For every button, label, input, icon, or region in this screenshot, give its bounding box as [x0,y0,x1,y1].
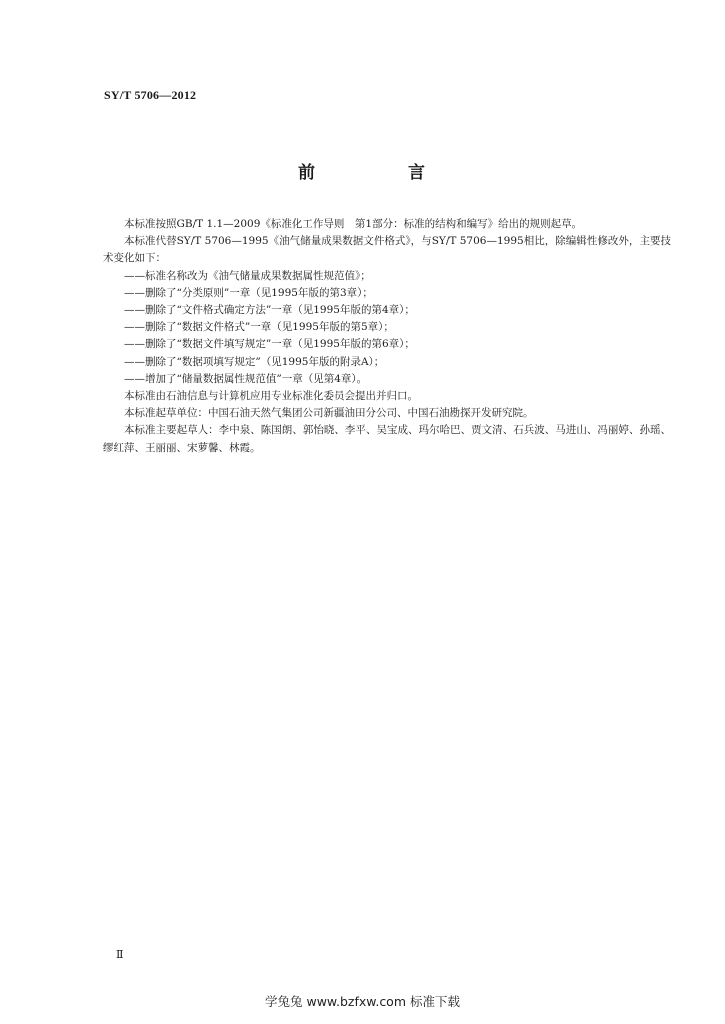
change-item: ——标准名称改为《油气储量成果数据属性规范值》； [124,269,371,282]
change-item: ——删除了“数据项填写规定”（见1995年版的附录A）； [124,355,385,368]
page-title: 前 言 [298,163,463,183]
paragraph-drafting-units: 本标准起草单位：中国石油天然气集团公司新疆油田分公司、中国石油勘探开发研究院。 [124,407,534,420]
change-item: ——增加了“储量数据属性规范值”一章（见第4章）。 [124,372,368,385]
change-item: ——删除了“分类原则”一章（见1995年版的第3章）； [124,286,373,299]
change-item: ——删除了“数据文件填写规定”一章（见1995年版的第6章）； [124,338,415,351]
paragraph-proposer: 本标准由石油信息与计算机应用专业标准化委员会提出并归口。 [124,390,418,403]
paragraph-drafting-rules: 本标准按照GB/T 1.1—2009《标准化工作导则 第1部分：标准的结构和编写》给出的规则起草。 [124,218,583,230]
change-item: ——删除了“数据文件格式”一章（见1995年版的第5章）； [124,321,394,334]
page-number: Ⅱ [116,948,124,961]
footer-watermark: 学兔兔 www.bzfxw.com 标准下载 [265,994,460,1009]
paragraph-drafters: 本标准主要起草人：李中泉、陈国朗、郭怡晓、李平、吴宝成、玛尔哈巴、贾文清、石兵波、马进山、冯丽婷、孙瑶、缪红萍、王丽丽、宋萝馨、林霞。 [103,424,671,454]
preface-body [103,216,671,457]
paragraph-replacement: 本标准代替SY/T 5706—1995《油气储量成果数据文件格式》，与SY/T 5706—1995相比，除编辑性修改外，主要技术变化如下： [103,235,671,265]
change-item: ——删除了“文件格式确定方法”一章（见1995年版的第4章）； [124,304,415,317]
standard-code: SY/T 5706—2012 [104,88,197,102]
